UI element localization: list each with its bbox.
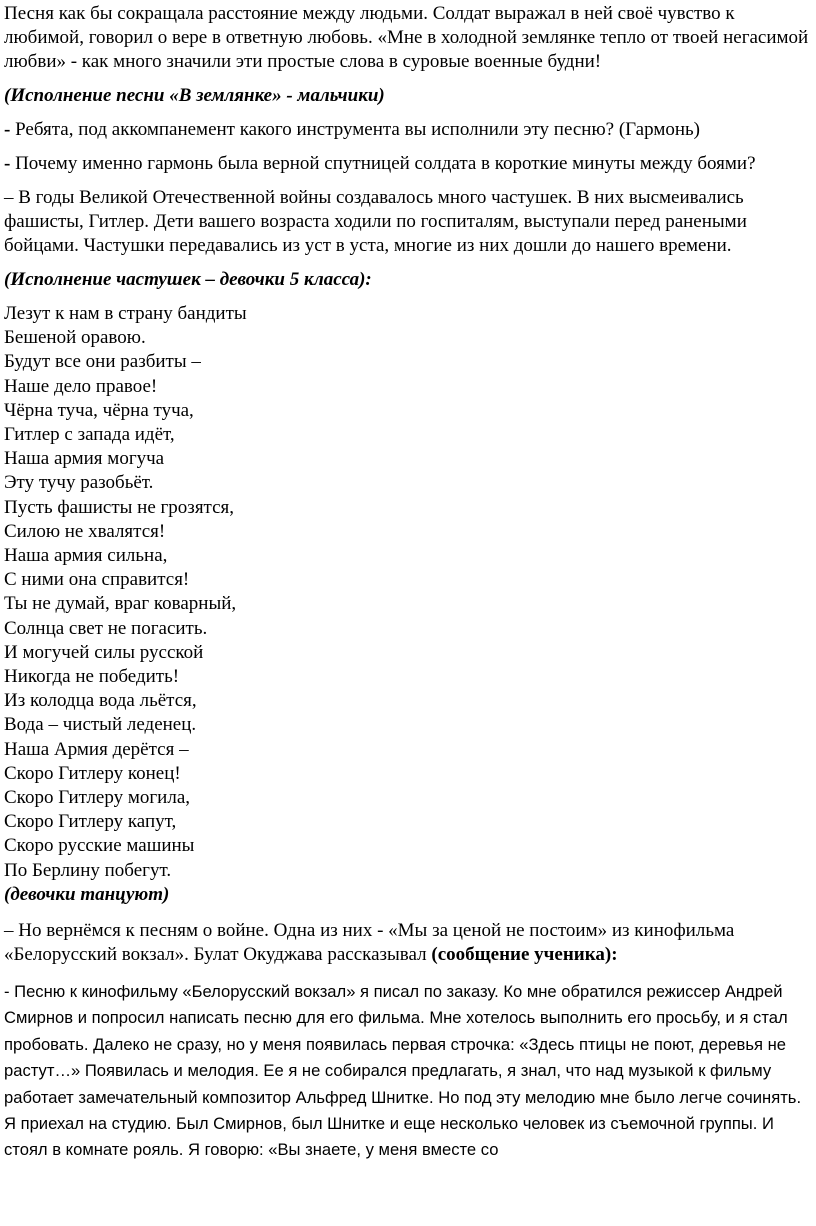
verse-line: Скоро русские машины bbox=[4, 835, 195, 857]
verse-line: Скоро Гитлеру могила, bbox=[4, 787, 191, 809]
verse-line: Эту тучу разобьёт. bbox=[4, 472, 154, 494]
chastushki-intro-paragraph: – В годы Великой Отечественной войны создавалось много частушек. В них высмеивались фашисты, Гитлер. Дети вашего возраста ходили по госпиталям, выступали перед ранеными бойцами. Частушки передавались из уст в уста, многие из них дошли до нашего времени. bbox=[4, 187, 747, 256]
verse-line: С ними она справится! bbox=[4, 569, 190, 591]
verse-line: Скоро Гитлеру капут, bbox=[4, 811, 177, 833]
intro-paragraph: Песня как бы сокращала расстояние между людьми. Солдат выражал в ней своё чувство к любимой, говорил о вере в ответную любовь. «Мне в холодной землянке тепло от твоей негасимой любви» - как много значили эти простые слова в суровые военные будни! bbox=[4, 3, 809, 72]
verse-line: Никогда не победить! bbox=[4, 666, 180, 688]
verse-line: Чёрна туча, чёрна туча, bbox=[4, 399, 194, 421]
student-message-label: (сообщение ученика): bbox=[431, 943, 618, 965]
verse-line: Из колодца вода льётся, bbox=[4, 690, 197, 712]
return-paragraph bbox=[4, 919, 810, 967]
document-page bbox=[0, 2, 816, 1226]
chastushki-heading: (Исполнение частушек – девочки 5 класса): bbox=[4, 269, 372, 290]
question-dash: - bbox=[4, 153, 11, 174]
verse-line: Силою не хвалятся! bbox=[4, 520, 166, 542]
verse-line: По Берлину побегут. bbox=[4, 859, 172, 881]
verse-line: Пусть фашисты не грозятся, bbox=[4, 496, 235, 518]
verse-line: Солнца свет не погасить. bbox=[4, 617, 208, 639]
verse-line: Наша Армия дерётся – bbox=[4, 738, 189, 760]
question-accompaniment-text: Ребята, под аккомпанемент какого инструмента вы исполнили эту песню? (Гармонь) bbox=[10, 119, 700, 140]
verse-line: Будут все они разбиты – bbox=[4, 351, 201, 373]
verse-line: Гитлер с запада идёт, bbox=[4, 424, 175, 446]
dance-stage-note: (девочки танцуют) bbox=[4, 883, 170, 905]
question-dash: - bbox=[4, 119, 11, 140]
verse-line: Наше дело правое! bbox=[4, 375, 158, 397]
song-heading: (Исполнение песни «В землянке» - мальчики) bbox=[4, 85, 385, 106]
verse-line: Наша армия могуча bbox=[4, 448, 165, 470]
verse-line: Наша армия сильна, bbox=[4, 545, 168, 567]
question-accordion-text: Почему именно гармонь была верной спутницей солдата в короткие минуты между боями? bbox=[10, 153, 756, 174]
verse-line: Лезут к нам в страну бандиты bbox=[4, 303, 247, 324]
question-accordion bbox=[4, 152, 810, 176]
verse-line: Бешеной оравою. bbox=[4, 327, 146, 349]
verse-line: Ты не думай, враг коварный, bbox=[4, 593, 237, 615]
verse-line: Скоро Гитлеру конец! bbox=[4, 762, 181, 784]
return-text: – Но вернёмся к песням о войне. Одна из них - «Мы за ценой не постоим» из кинофильма «Белорусский вокзал». Булат Окуджава рассказывал bbox=[4, 919, 735, 965]
verse-line: Вода – чистый леденец. bbox=[4, 714, 197, 736]
verse-line: И могучей силы русской bbox=[4, 641, 204, 663]
question-accompaniment bbox=[4, 118, 810, 142]
chastushki-verses bbox=[4, 302, 810, 883]
student-message: - Песню к кинофильму «Белорусский вокзал» я писал по заказу. Ко мне обратился режиссер Андрей Смирнов и попросил написать песню для его фильма. Мне хотелось выполнить его просьбу, и я стал пробовать. Далеко не сразу, но у меня появилась первая строчка: «Здесь птицы не поют, деревья не растут…» Появилась и мелодия. Ее я не собирался предлагать, я знал, что над музыкой к фильму работает замечательный композитор Альфред Шнитке. Но под эту мелодию мне было легче сочинять. Я приехал на студию. Был Смирнов, был Шнитке и еще несколько человек из съемочной группы. И стоял в комнате рояль. Я говорю: «Вы знаете, у меня вместе со bbox=[4, 981, 802, 1160]
